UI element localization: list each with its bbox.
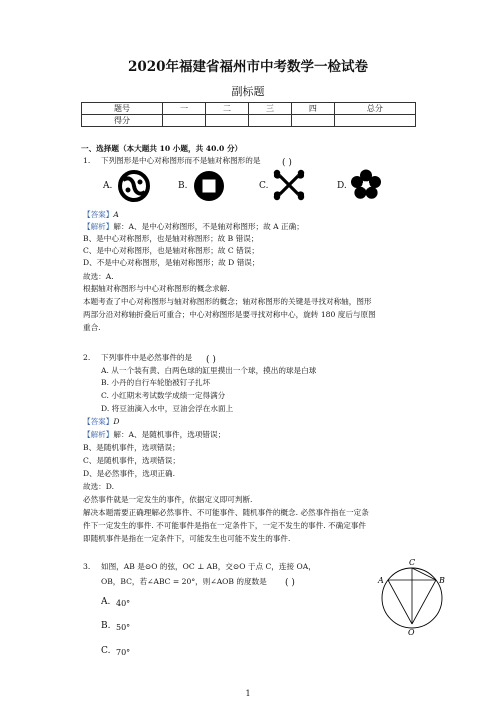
q3-option-b: B. xyxy=(101,621,111,631)
five-petal-flower-icon xyxy=(350,169,382,201)
analysis-tag: 【解析】 xyxy=(83,222,114,231)
q1-option-c: C. xyxy=(259,181,269,191)
q2-option-b: B. 小丹的自行车轮胎被钉子扎坏 xyxy=(101,378,211,387)
q2-analysis-text: C、是随机事件，选项错误； xyxy=(83,456,180,465)
q1-analysis-text: 本题考查了中心对称图形与轴对称图形的概念；轴对称图形的关键是寻找对称轴，图形 xyxy=(83,297,372,306)
q3-circle-figure xyxy=(377,557,447,639)
q3-option-a-value: 40° xyxy=(116,599,131,608)
q3-stem-line1: 如图，AB 是⊙O 的弦，OC ⊥ AB，交⊙O 于点 C，连接 OA， xyxy=(101,562,316,571)
q3-answer-paren: ( ) xyxy=(285,578,295,588)
q1-stem: 下列图形是中心对称图形而不是轴对称图形的是 xyxy=(101,156,261,165)
score-cell xyxy=(291,115,334,127)
q1-analysis-line xyxy=(83,222,304,233)
page-number: 1 xyxy=(245,689,251,698)
yin-yang-symbol-icon xyxy=(118,170,150,202)
q1-option-a: A. xyxy=(103,181,113,191)
q2-stem: 下列事件中是必然事件的是 xyxy=(101,353,193,362)
q2-answer-paren: ( ) xyxy=(206,355,216,365)
q1-analysis-text: 故选：A. xyxy=(83,272,114,281)
score-header-cell: 一 xyxy=(163,103,206,115)
square-hole-coin-icon xyxy=(193,170,225,202)
q2-analysis-text: 必然事件就是一定发生的事件，依据定义即可判断. xyxy=(83,495,253,504)
point-b-label: B xyxy=(439,576,445,585)
q2-analysis-text: 件下一定发生的事件. 不可能事件是指在一定条件下，一定不发生的事件. 不确定事件 xyxy=(83,521,367,530)
score-header-cell: 三 xyxy=(248,103,291,115)
q2-number: 2. xyxy=(83,353,91,362)
q1-analysis-text: B、是中心对称图形，也是轴对称图形；故 B 错误； xyxy=(83,234,259,243)
answer-tag: 【答案】 xyxy=(83,417,114,426)
q3-option-c-value: 70° xyxy=(116,648,131,657)
point-o-label: O xyxy=(408,628,415,637)
q1-option-b: B. xyxy=(178,181,188,191)
point-a-label: A xyxy=(378,576,384,585)
q1-analysis-text: 解：A、是中心对称图形，不是轴对称图形；故 A 正确； xyxy=(113,222,304,231)
q1-answer-value: A xyxy=(113,210,119,219)
q1-answer-paren: ( ) xyxy=(282,158,292,168)
q2-analysis-line xyxy=(83,430,225,441)
q3-number: 3. xyxy=(83,562,91,571)
section-heading: 一、选择题（本大题共 10 小题，共 40.0 分） xyxy=(81,144,243,153)
q1-answer-line xyxy=(83,210,119,221)
analysis-tag: 【解析】 xyxy=(83,430,114,439)
q2-analysis-text: 解：A、是随机事件，选项错误； xyxy=(113,430,226,439)
q1-option-d: D. xyxy=(337,181,347,191)
q3-option-c: C. xyxy=(101,646,111,656)
score-header-cell: 题号 xyxy=(82,103,163,115)
q2-analysis-text: D、是必然事件，选项正确. xyxy=(83,469,176,478)
q3-option-a: A. xyxy=(101,597,111,607)
q1-number: 1. xyxy=(83,156,91,165)
score-cell xyxy=(248,115,291,127)
q2-analysis-text: B、是随机事件，选项错误； xyxy=(83,443,180,452)
q1-analysis-text: 两部分沿对称轴折叠后可重合；中心对称图形是要寻找对称中心，旋转 180 度后与原图 xyxy=(83,310,376,319)
q1-analysis-text: C、是中心对称图形，也是轴对称图形；故 C 错误； xyxy=(83,246,259,255)
document-title: 2020年福建省福州市中考数学一检试卷 xyxy=(127,59,369,75)
q3-stem-line2: OB，BC，若∠ABC = 20°，则∠AOB 的度数是 xyxy=(101,577,267,586)
q2-option-c: C. 小红期末考试数学成绩一定得满分 xyxy=(101,391,226,400)
score-table xyxy=(81,102,416,127)
q3-option-b-value: 50° xyxy=(116,623,131,632)
document-subtitle: 副标题 xyxy=(231,85,265,98)
score-header-cell: 总分 xyxy=(334,103,415,115)
q1-analysis-text: 重合. xyxy=(83,323,101,332)
answer-tag: 【答案】 xyxy=(83,210,114,219)
q2-answer-line xyxy=(83,417,119,428)
score-row-label: 得分 xyxy=(82,115,163,127)
q2-option-a: A. 从一个装有黄、白两色球的缸里摸出一个球，摸出的球是白球 xyxy=(101,366,317,375)
four-petal-knot-icon xyxy=(272,168,306,202)
score-header-cell: 四 xyxy=(291,103,334,115)
point-c-label: C xyxy=(409,558,416,567)
score-cell xyxy=(334,115,415,127)
q2-option-d: D. 将豆油滴入水中，豆油会浮在水面上 xyxy=(101,404,234,413)
score-cell xyxy=(206,115,249,127)
score-header-cell: 二 xyxy=(206,103,249,115)
q2-analysis-text: 故选：D. xyxy=(83,482,115,491)
q2-answer-value: D xyxy=(113,417,120,426)
q2-analysis-text: 解决本题需要正确理解必然事件、不可能事件、随机事件的概念. 必然事件指在一定条 xyxy=(83,508,369,517)
score-cell xyxy=(163,115,206,127)
q1-analysis-text: D、不是中心对称图形，是轴对称图形；故 D 错误； xyxy=(83,258,260,267)
q1-analysis-text: 根据轴对称图形与中心对称图形的概念求解. xyxy=(83,284,230,293)
q2-analysis-text: 即随机事件是指在一定条件下，可能发生也可能不发生的事件. xyxy=(83,534,291,543)
